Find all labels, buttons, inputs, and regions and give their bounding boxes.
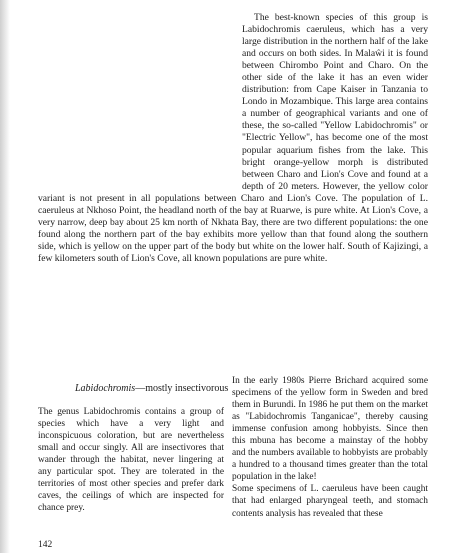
page-edge-shadow: [0, 0, 10, 553]
page-number: 142: [38, 540, 53, 550]
right-column: [232, 375, 428, 520]
right-paragraph-1: In the early 1980s Pierre Brichard acquired some specimens of the yellow form in Sweden and bred them in Burundi. In 1986 he put them on the market as "Labidochromis Tanganicae", thereby causing immense confusion among hobbyists. Since then this mbuna has become a mainstay of the hobby and the numbers available to hobbyists are probably a hundred to a thousand times greater than the total population in the lake!: [232, 376, 428, 483]
section-heading-genus: Labidochromis: [75, 383, 136, 394]
top-paragraph-block: [38, 12, 428, 265]
right-paragraph-2: Some specimens of L. caeruleus have been caught that had enlarged pharyngeal teeth, and stomach contents analysis has revealed that these: [232, 484, 428, 519]
left-column-paragraph: The genus Labidochromis contains a group of species which have a very light and inconspicuous coloration, but are nevertheless small and occur singly. All are insectivores that wander through the habitat, never lingering at any particular spot. They are tolerated in the territories of most other species and prefer dark caves, the ceilings of which are inspected for chance prey.: [38, 407, 224, 514]
photo-gap: [38, 12, 242, 182]
section-heading-rest: —mostly insectivorous: [135, 383, 229, 394]
top-paragraph: The best-known species of this group is Labidochromis caeruleus, which has a very large distribution in the northern half of the lake and occurs on both sides. In Malaŵi it is found between Chirombo Point and Charo. On the other side of the lake it has an even wider distribution: from Cape Kaiser in Tanzania to Londo in Mozambique. This large area contains a number of geographical variants and one of these, the so-called "Yellow Labidochromis" or "Electric Yellow", has become one of the most popular aquarium fishes from the lake. This bright orange-yellow morph is distributed between Charo and Lion's Cove and found at a depth of 20 meters. However, the yellow color variant is not present in all populations between Charo and Lion's Cove. The population of L. caeruleus at Nkhoso Point, the headland north of the bay at Ruarwe, is pure white. At Lion's Cove, a very narrow, deep bay about 25 km north of Nkhata Bay, there are two different populations: the one found along the northern part of the bay exhibits more yellow than that found along the southern side, which is yellow on the upper part of the body but white on the lower half. South of Kajizingi, a few kilometers south of Lion's Cove, all known populations are pure white.: [38, 12, 428, 264]
section-heading: [75, 383, 228, 394]
